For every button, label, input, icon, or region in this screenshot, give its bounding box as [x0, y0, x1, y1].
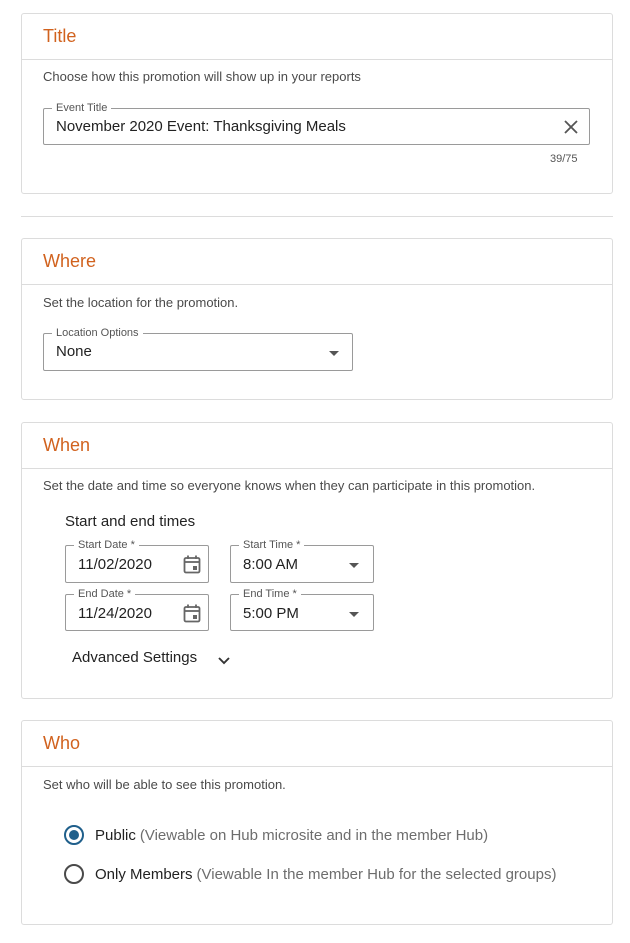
- chevron-down-icon: [349, 612, 359, 617]
- event-title-field[interactable]: [43, 102, 590, 145]
- title-card-header: [22, 14, 612, 60]
- start-time-value: 8:00 AM: [243, 556, 299, 573]
- radio-public-indicator[interactable]: [64, 825, 84, 845]
- radio-public-hint: (Viewable on Hub microsite and in the member Hub): [139, 826, 489, 844]
- location-value: None: [56, 343, 92, 360]
- character-counter: 39/75: [550, 153, 578, 165]
- calendar-icon[interactable]: [183, 555, 201, 574]
- section-divider: [21, 216, 613, 217]
- start-date-value: 11/02/2020: [78, 556, 152, 573]
- who-card: [21, 720, 613, 925]
- event-title-label: Event Title: [52, 102, 111, 114]
- calendar-icon[interactable]: [183, 604, 201, 623]
- start-end-heading: Start and end times: [65, 513, 196, 530]
- location-label: Location Options: [52, 327, 143, 339]
- when-card-header: [22, 423, 612, 469]
- who-card-header: [22, 721, 612, 767]
- where-heading: Where: [43, 251, 97, 271]
- radio-only-members[interactable]: [64, 864, 556, 884]
- end-date-field[interactable]: [65, 588, 209, 631]
- radio-only-members-hint: (Viewable In the member Hub for the selected groups): [196, 865, 557, 883]
- end-date-label: End Date *: [74, 588, 135, 600]
- chevron-down-icon: [349, 563, 359, 568]
- title-description: Choose how this promotion will show up in your reports: [43, 69, 361, 84]
- end-time-select[interactable]: [230, 588, 374, 631]
- start-date-label: Start Date *: [74, 539, 139, 551]
- radio-public-label: Public: [95, 826, 136, 844]
- end-time-label: End Time *: [239, 588, 301, 600]
- when-heading: When: [43, 435, 91, 455]
- event-title-value: November 2020 Event: Thanksgiving Meals: [56, 118, 346, 135]
- where-card-header: [22, 239, 612, 285]
- start-time-label: Start Time *: [239, 539, 304, 551]
- where-description: Set the location for the promotion.: [43, 295, 239, 310]
- clear-icon[interactable]: [562, 118, 580, 136]
- start-date-field[interactable]: [65, 539, 209, 583]
- title-card: [21, 13, 613, 194]
- start-time-select[interactable]: [230, 539, 374, 583]
- end-date-value: 11/24/2020: [78, 605, 152, 622]
- chevron-down-icon: [217, 653, 231, 663]
- location-select[interactable]: [43, 327, 353, 371]
- where-card: [21, 238, 613, 400]
- radio-public[interactable]: [64, 825, 488, 845]
- advanced-settings-toggle[interactable]: [72, 649, 231, 666]
- when-card: [21, 422, 613, 699]
- chevron-down-icon: [329, 351, 339, 356]
- radio-only-members-label: Only Members: [95, 865, 193, 883]
- who-heading: Who: [43, 733, 81, 753]
- title-heading: Title: [43, 26, 77, 46]
- end-time-value: 5:00 PM: [243, 605, 299, 622]
- radio-only-members-indicator[interactable]: [64, 864, 84, 884]
- when-description: Set the date and time so everyone knows when they can participate in this promotion.: [43, 478, 536, 493]
- advanced-settings-label: Advanced Settings: [72, 649, 198, 666]
- who-description: Set who will be able to see this promotion.: [43, 777, 286, 792]
